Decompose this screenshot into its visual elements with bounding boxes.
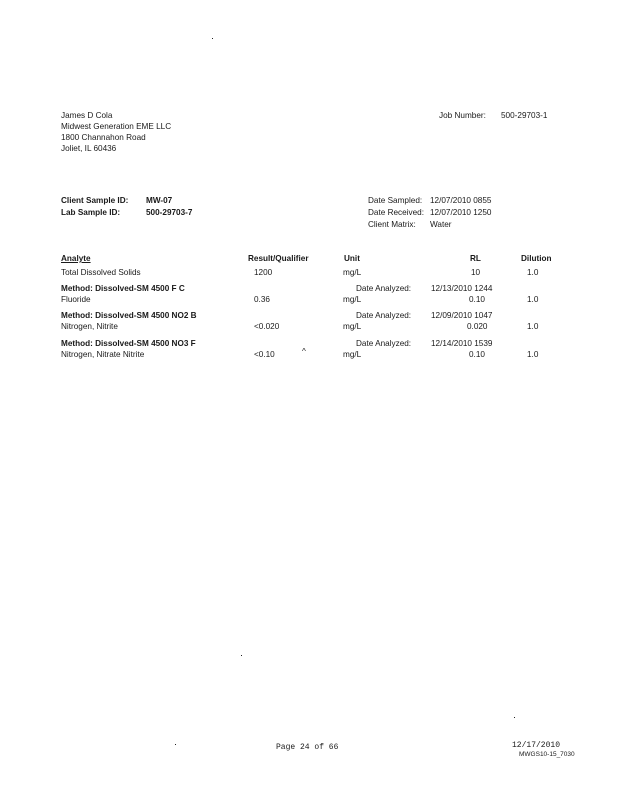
date-analyzed-label: Date Analyzed:	[356, 339, 412, 348]
scan-speck	[241, 655, 242, 656]
date-received-label: Date Received:	[368, 208, 424, 217]
client-matrix-label: Client Matrix:	[368, 220, 416, 229]
client-sample-id-label: Client Sample ID:	[61, 196, 129, 205]
lab-sample-id-value: 500-29703-7	[146, 208, 193, 217]
unit-value: mg/L	[343, 350, 362, 359]
footer-date: 12/17/2010	[512, 741, 561, 750]
job-number-value: 500-29703-1	[501, 111, 548, 120]
date-analyzed-label: Date Analyzed:	[356, 311, 412, 320]
date-analyzed-value: 12/14/2010 1539	[431, 339, 493, 348]
client-matrix-value: Water	[430, 220, 452, 229]
header-rl: RL	[470, 254, 481, 263]
recipient-name: James D Cola	[61, 111, 113, 120]
dilution-value: 1.0	[527, 295, 539, 304]
unit-value: mg/L	[343, 295, 362, 304]
lab-sample-id-label: Lab Sample ID:	[61, 208, 121, 217]
dilution-value: 1.0	[527, 268, 539, 277]
job-number-label: Job Number:	[439, 111, 486, 120]
rl-value: 0.10	[469, 295, 485, 304]
header-result-qualifier: Result/Qualifier	[248, 254, 309, 263]
rl-value: 10	[471, 268, 481, 277]
date-analyzed-value: 12/09/2010 1047	[431, 311, 493, 320]
analyte-name: Nitrogen, Nitrite	[61, 322, 118, 331]
result-value: 1200	[254, 268, 273, 277]
recipient-city: Joliet, IL 60436	[61, 144, 117, 153]
method-title: Method: Dissolved-SM 4500 F C	[61, 284, 185, 293]
method-title: Method: Dissolved-SM 4500 NO2 B	[61, 311, 197, 320]
result-value: 0.36	[254, 295, 270, 304]
document-code: MWGS10-15_7030	[519, 751, 575, 758]
client-sample-id-value: MW-07	[146, 196, 173, 205]
date-analyzed-label: Date Analyzed:	[356, 284, 412, 293]
result-value: <0.020	[254, 322, 280, 331]
rl-value: 0.10	[469, 350, 485, 359]
recipient-street: 1800 Channahon Road	[61, 133, 146, 142]
recipient-company: Midwest Generation EME LLC	[61, 122, 172, 131]
scan-speck	[175, 744, 176, 745]
scan-speck	[212, 38, 213, 39]
analyte-name: Fluoride	[61, 295, 91, 304]
page-number: Page 24 of 66	[276, 743, 339, 752]
header-analyte: Analyte	[61, 254, 91, 263]
analyte-name: Nitrogen, Nitrate Nitrite	[61, 350, 145, 359]
header-dilution: Dilution	[521, 254, 552, 263]
header-unit: Unit	[344, 254, 360, 263]
dilution-value: 1.0	[527, 350, 539, 359]
dilution-value: 1.0	[527, 322, 539, 331]
rl-value: 0.020	[467, 322, 488, 331]
date-received-value: 12/07/2010 1250	[430, 208, 492, 217]
date-analyzed-value: 12/13/2010 1244	[431, 284, 493, 293]
date-sampled-label: Date Sampled:	[368, 196, 423, 205]
analyte-name: Total Dissolved Solids	[61, 268, 141, 277]
scan-speck	[514, 717, 515, 718]
date-sampled-value: 12/07/2010 0855	[430, 196, 492, 205]
unit-value: mg/L	[343, 322, 362, 331]
result-value: <0.10	[254, 350, 275, 359]
unit-value: mg/L	[343, 268, 362, 277]
qualifier-flag: ^	[302, 347, 306, 356]
method-title: Method: Dissolved-SM 4500 NO3 F	[61, 339, 196, 348]
